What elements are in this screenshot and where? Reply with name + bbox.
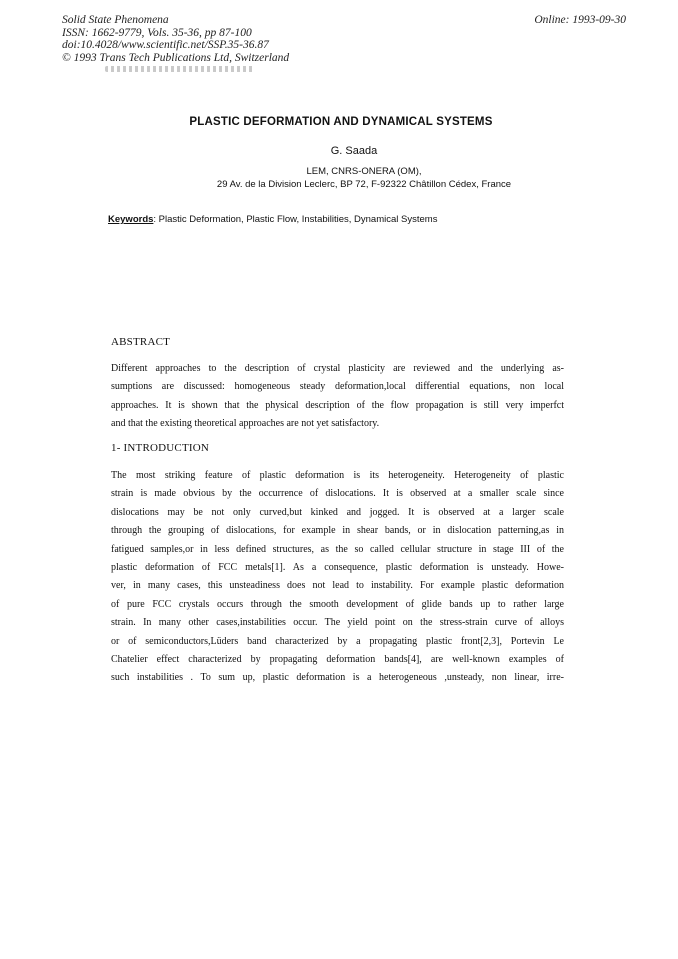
doi-line: doi:10.4028/www.scientific.net/SSP.35-36.87 bbox=[62, 39, 269, 51]
introduction-heading: 1- INTRODUCTION bbox=[111, 442, 210, 454]
abstract-line: Different approaches to the description of crystal plasticity are reviewed and the underlying as- bbox=[111, 363, 564, 374]
paper-author: G. Saada bbox=[330, 145, 378, 157]
abstract-body bbox=[111, 360, 564, 434]
abstract-heading: ABSTRACT bbox=[111, 336, 171, 348]
issn-line: ISSN: 1662-9779, Vols. 35-36, pp 87-100 bbox=[62, 26, 252, 39]
intro-line: The most striking feature of plastic deformation is its heterogeneity. Heterogeneity of plastic bbox=[111, 470, 564, 481]
intro-line: through the grouping of dislocations, for example in shear bands, or in dislocation patterning,as in bbox=[111, 525, 564, 537]
intro-line: dislocations may be not only curved,but kinked and jogged. It is observed at a larger scale bbox=[111, 506, 564, 518]
intro-line: Chatelier effect characterized by propagating deformation bands[4], are well-known examples of bbox=[111, 654, 564, 666]
affiliation-line-1: LEM, CNRS-ONERA (OM), bbox=[306, 166, 422, 177]
copyright-line: © 1993 Trans Tech Publications Ltd, Switzerland bbox=[62, 51, 290, 64]
intro-line: ver, in many cases, this unsteadiness does not lead to instability. For example plastic deformation bbox=[111, 580, 564, 592]
affiliation bbox=[0, 165, 678, 191]
abstract-line: and that the existing theoretical approaches are not yet satisfactory. bbox=[111, 418, 380, 430]
introduction-body bbox=[111, 467, 564, 688]
intro-line: plastic deformation of FCC metals[1]. As a consequence, plastic deformation is unsteady. Howe- bbox=[111, 562, 564, 574]
journal-name: Solid State Phenomena bbox=[62, 14, 169, 26]
abstract-line: sumptions are discussed: homogeneous steady deformation,local differential equations, non local bbox=[111, 381, 564, 393]
abstract-line: approaches. It is shown that the physical description of the flow propagation is still very imperfct bbox=[111, 399, 564, 411]
intro-line: strain. In many other cases,instabilities occur. The yield point on the stress-strain curve of alloys bbox=[111, 617, 564, 629]
intro-line: strain is made obvious by the occurrence of dislocations. It is observed at a smaller scale since bbox=[111, 488, 564, 500]
scan-artifact bbox=[105, 66, 255, 72]
keywords-label: Keywords bbox=[108, 214, 154, 225]
affiliation-line-2: 29 Av. de la Division Leclerc, BP 72, F-92322 Châtillon Cédex, France bbox=[216, 179, 512, 190]
citation-header bbox=[62, 14, 289, 64]
keywords bbox=[108, 214, 437, 225]
intro-line: fatigued samples,or in less defined structures, as the so called cellular structure in stage III of the bbox=[111, 543, 564, 555]
paper-title: PLASTIC DEFORMATION AND DYNAMICAL SYSTEMS bbox=[189, 116, 493, 128]
intro-line: or of semiconductors,Lüders band characterized by a propagating plastic front[2,3], Portevin Le bbox=[111, 635, 564, 647]
intro-line: of pure FCC crystals occurs through the smooth development of glide bands up to rather large bbox=[111, 598, 564, 610]
online-date: Online: 1993-09-30 bbox=[534, 14, 626, 26]
keywords-text: : Plastic Deformation, Plastic Flow, Instabilities, Dynamical Systems bbox=[153, 214, 438, 225]
intro-line: such instabilities . To sum up, plastic deformation is a heterogeneous ,unsteady, non linear, irre- bbox=[111, 672, 564, 684]
